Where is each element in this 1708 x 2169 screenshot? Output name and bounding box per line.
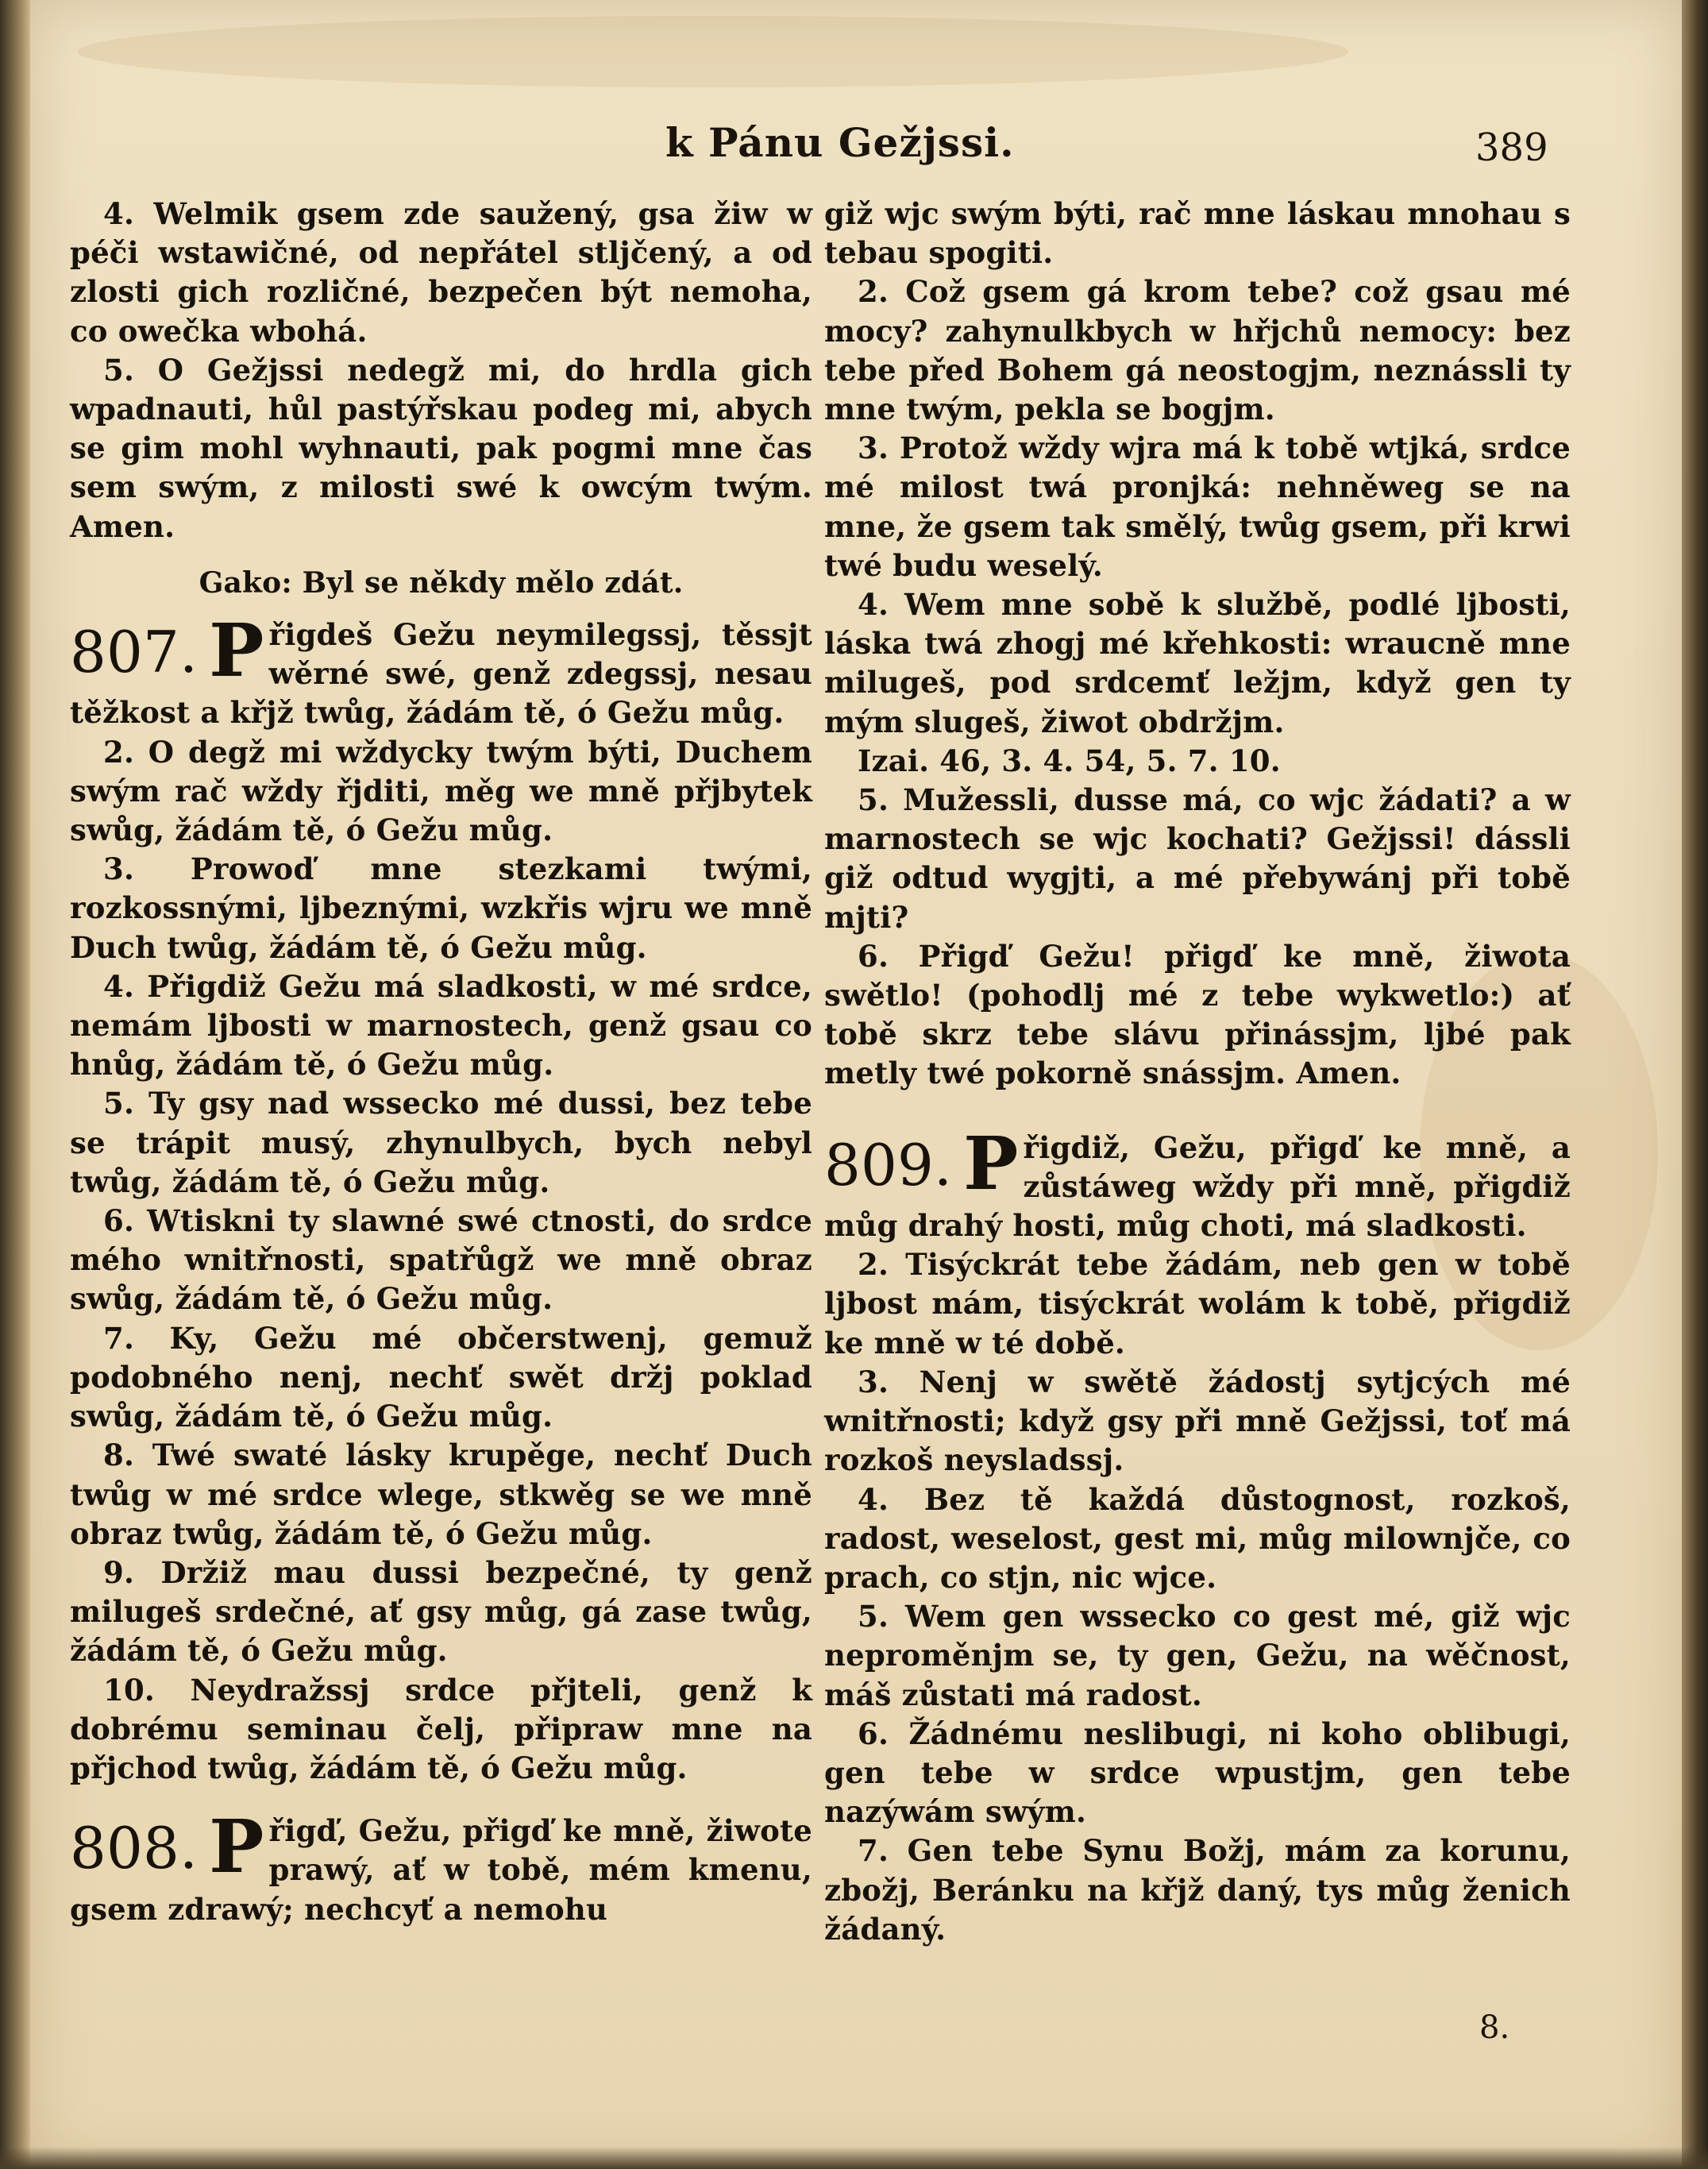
- page-bottom-edge: [0, 2147, 1708, 2169]
- drop-capital: P: [963, 1120, 1019, 1206]
- verse: 7. Gen tebe Synu Božj, mám za korunu, zbožj, Beránku na křjž daný, tys můg ženich žádaný.: [824, 1833, 1571, 1947]
- scripture-reference: Izai. 46, 3. 4. 54, 5. 7. 10.: [858, 743, 1281, 778]
- verse: 4. Welmik gsem zde saužený, gsa žiw w péči wstawičné, od nepřátel stljčený, a od zlosti gich rozličné, bezpečen být nemoha, co owečka wbohá.: [70, 196, 812, 349]
- verse: řigdeš Gežu neymilegssj, těssjt wěrné swé, genž zdegssj, nesau těžkost a křjž twůg, žádám tě, ó Gežu můg.: [70, 617, 812, 731]
- verse: 5. Wem gen wssecko co gest mé, giž wjc neproměnjm se, ty gen, Gežu, na wěčnost, máš zůstati má radost.: [824, 1599, 1571, 1712]
- hymn-808: [70, 1804, 812, 1929]
- right-column: [824, 195, 1571, 1949]
- verse: 10. Neydražssj srdce přjteli, genž k dobrému seminau čelj, připraw mne na přjchod twůg, žádám tě, ó Gežu můg.: [70, 1672, 812, 1785]
- book-gutter: [0, 0, 30, 2169]
- hymn-809: [824, 1120, 1571, 1246]
- verse: 7. Ky, Gežu mé občerstwenj, gemuž podobného nenj, nechť swět držj poklad swůg, žádám tě, ó Gežu můg.: [70, 1320, 812, 1434]
- hymn-number: 809.: [824, 1131, 953, 1198]
- book-page: [30, 0, 1682, 2169]
- verse: 6. Wtiskni ty slawné swé ctnosti, do srdce mého wnitřnosti, spatřůgž we mně obraz swůg, žádám tě, ó Gežu můg.: [70, 1203, 812, 1317]
- drop-capital: P: [209, 608, 264, 694]
- hymn-number: 808.: [70, 1815, 199, 1882]
- page-header: [30, 119, 1682, 175]
- hymn-807: [70, 608, 812, 733]
- verse: 2. Tisýckrát tebe žádám, neb gen w tobě ljbost mám, tisýckrát wolám k tobě, přigdiž ke mně w té době.: [824, 1247, 1571, 1360]
- paper-stain: [78, 16, 1348, 87]
- verse: řigď, Gežu, přigď ke mně, žiwote prawý, ať w tobě, mém kmenu, gsem zdrawý; nechcyť a nemohu: [70, 1813, 812, 1927]
- verse: 3. Protož wždy wjra má k tobě wtjká, srdce mé milost twá pronjká: nehněweg se na mne, že gsem tak smělý, twůg gsem, při krwi twé budu weselý.: [824, 430, 1571, 583]
- verse: 5. Ty gsy nad wssecko mé dussi, bez tebe se trápit musý, zhynulbych, bych nebyl twůg, žádám tě, ó Gežu můg.: [70, 1086, 812, 1199]
- page-number: 389: [1475, 125, 1548, 170]
- verse: 4. Bez tě každá důstognost, rozkoš, radost, weselost, gest mi, můg milownjče, co prach, co stjn, nic wjce.: [824, 1481, 1571, 1595]
- verse: 6. Žádnému neslibugi, ni koho oblibugi, gen tebe w srdce wpustjm, gen tebe nazýwám swým.: [824, 1716, 1571, 1830]
- verse: 3. Prowoď mne stezkami twými, rozkossnými, ljbeznými, wzkřis wjru we mně Duch twůg, žádám tě, ó Gežu můg.: [70, 851, 812, 965]
- hymn-number: 807.: [70, 619, 199, 686]
- drop-capital: P: [209, 1804, 264, 1890]
- page-edge: [1682, 0, 1708, 2169]
- verse: giž wjc swým býti, rač mne láskau mnohau s tebau spogiti.: [824, 196, 1571, 271]
- verse: 4. Wem mne sobě k službě, podlé ljbosti, láska twá zhogj mé křehkosti: wraucně mne milugeš, pod srdcemť ležjm, když gen ty mým slugeš, žiwot obdržjm.: [824, 587, 1571, 739]
- verse: 5. Mužessli, dusse má, co wjc žádati? a w marnostech se wjc kochati? Gežjssi! dássli giž odtud wygjti, a mé přebywánj při tobě mjti?: [824, 782, 1571, 935]
- catchword: 8.: [1479, 2009, 1510, 2046]
- verse: 2. Což gsem gá krom tebe? což gsau mé mocy? zahynulkbych w hřjchů nemocy: bez tebe před Bohem gá neostogjm, neznássli ty mne twým, pekla se bogjm.: [824, 274, 1571, 427]
- melody-indication: Gako: Byl se někdy mělo zdát.: [199, 565, 684, 600]
- verse: 2. O degž mi wždycky twým býti, Duchem swým rač wždy řjditi, měg we mně přjbytek swůg, žádám tě, ó Gežu můg.: [70, 734, 812, 848]
- verse: 5. O Gežjssi nedegž mi, do hrdla gich wpadnauti, hůl pastýřskau podeg mi, abych se gim mohl wyhnauti, pak pogmi mne čas sem swým, z milosti swé k owcým twým. Amen.: [70, 352, 812, 544]
- verse: 8. Twé swaté lásky krupěge, nechť Duch twůg w mé srdce wlege, stkwěg se we mně obraz twůg, žádám tě, ó Gežu můg.: [70, 1438, 812, 1551]
- verse: 4. Přigdiž Gežu má sladkosti, w mé srdce, nemám ljbosti w marnostech, genž gsau co hnůg, žádám tě, ó Gežu můg.: [70, 968, 812, 1083]
- verse: 3. Nenj w swětě žádostj sytjcých mé wnitřnosti; když gsy při mně Gežjssi, toť má rozkoš neysladssj.: [824, 1364, 1571, 1478]
- verse: řigdiž, Gežu, přigď ke mně, a zůstáweg wždy při mně, přigdiž můg drahý hosti, můg choti, má sladkosti.: [824, 1129, 1571, 1244]
- verse: 9. Držiž mau dussi bezpečné, ty genž milugeš srdečné, ať gsy můg, gá zase twůg, žádám tě, ó Gežu můg.: [70, 1554, 812, 1669]
- running-title: k Pánu Gežjssi.: [665, 119, 1015, 166]
- left-column: [70, 195, 812, 1929]
- verse: 6. Přigď Gežu! přigď ke mně, žiwota swětlo! (pohodlj mé z tebe wykwetlo:) ať tobě skrz tebe slávu přinássjm, ljbé pak metly twé pokorně snássjm. Amen.: [824, 938, 1571, 1091]
